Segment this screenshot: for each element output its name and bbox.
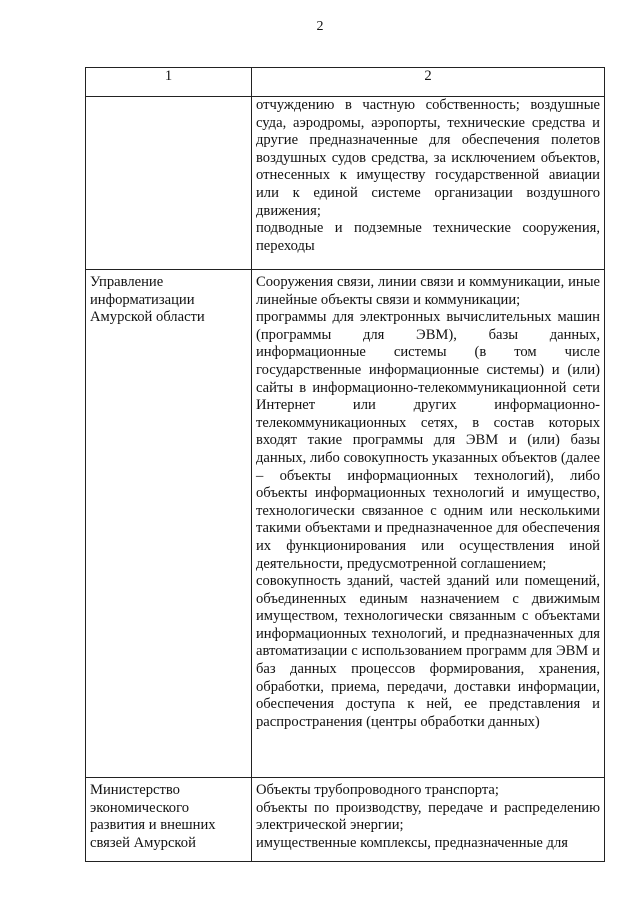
objects-cell: Объекты трубопроводного транспорта; объекты по производству, передаче и распределению электрической энергии; имущественные комплексы, предназначенные для [252, 778, 605, 862]
column-header-2: 2 [252, 68, 605, 97]
department-cell: Министерство экономического развития и внешних связей Амурской [86, 778, 252, 862]
department-cell [86, 97, 252, 270]
department-cell: Управление информатизации Амурской области [86, 270, 252, 778]
concession-objects-table [85, 67, 605, 862]
objects-cell: Сооружения связи, линии связи и коммуникации, иные линейные объекты связи и коммуникации; программы для электронных вычислительных машин (программы для ЭВМ), базы данных, информационные системы (в том числе государственные информационные системы) и (или) сайты в информационно-телекоммуникационной сети Интернет или других информационно-телекоммуникационных сетях, в состав которых входят такие программы для ЭВМ и (или) базы данных, либо совокупность указанных объектов (далее – объекты информационных технологий), либо объекты информационных технологий и имущество, технологически связанное с одним или несколькими такими объектами и предназначенное для обеспечения их функционирования или осуществления иной деятельности, предусмотренной соглашением; совокупность зданий, частей зданий или помещений, объединенных единым назначением с движимым имуществом, технологически связанным с объектами информационных технологий, и предназначенных для автоматизации с использованием программ для ЭВМ и баз данных процессов формирования, хранения, обработки, приема, передачи, доставки информации, обеспечения доступа к ней, ее представления и распространения (центры обработки данных) [252, 270, 605, 778]
page-number: 2 [316, 19, 324, 34]
table-row [86, 270, 605, 778]
table-row [86, 778, 605, 862]
column-header-1: 1 [86, 68, 252, 97]
table-row [86, 97, 605, 270]
table-header-row [86, 68, 605, 97]
objects-cell: отчуждению в частную собственность; воздушные суда, аэродромы, аэропорты, технические средства и другие предназначенные для обеспечения полетов воздушных судов средства, за исключением объектов, отнесенных к имуществу государственной авиации или к единой системе организации воздушного движения; подводные и подземные технические сооружения, переходы [252, 97, 605, 270]
